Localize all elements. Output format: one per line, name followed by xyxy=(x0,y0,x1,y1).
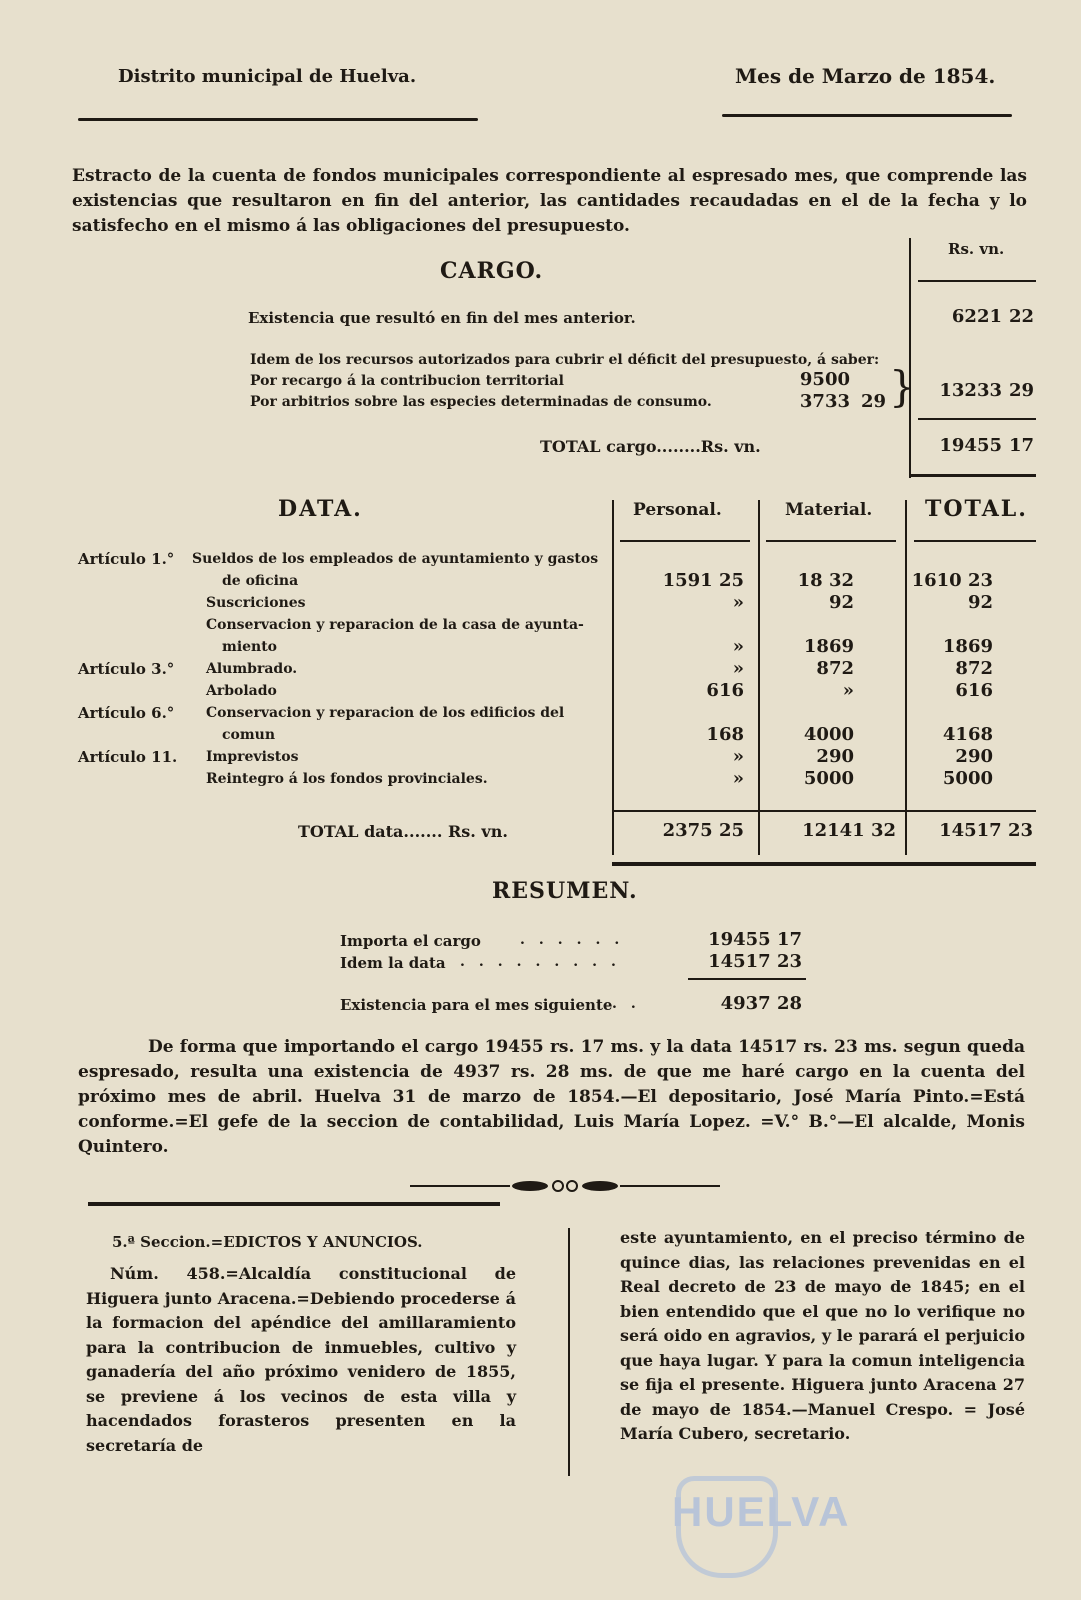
data-row-total: 290 xyxy=(955,746,993,767)
data-total-total: 14517 23 xyxy=(939,820,1033,841)
col-total-header: TOTAL. xyxy=(925,496,1028,522)
data-row-concept: comun xyxy=(222,727,276,743)
arbitrios-ms: 29 xyxy=(860,391,886,412)
data-row-personal: 616 xyxy=(706,680,744,701)
cargo-total-ms: 17 xyxy=(1008,435,1034,456)
data-row-total: 5000 xyxy=(942,768,993,789)
resumen-cargo-value: 19455 17 xyxy=(708,929,802,950)
data-row-personal: » xyxy=(732,768,744,789)
data-row-concept: Suscriciones xyxy=(206,595,306,611)
data-row-material: 872 xyxy=(816,658,854,679)
units-rule xyxy=(918,280,1036,282)
data-row-concept: Sueldos de los empleados de ayuntamiento y gastos xyxy=(192,551,599,567)
section-rule xyxy=(88,1202,500,1206)
cargo-total-rs: 19455 xyxy=(939,435,1002,456)
resumen-existencia-label: Existencia para el mes siguiente xyxy=(340,996,613,1014)
data-row-total: 872 xyxy=(955,658,993,679)
cargo-total-rule xyxy=(909,474,1036,477)
cargo-total-label: TOTAL cargo........Rs. vn. xyxy=(540,437,761,456)
edict-right-column: este ayuntamiento, en el preciso término de quince dias, las relaciones prevenidas en el Real decreto de 23 de mayo de 1845; en el bien entendido que el que no lo verifique no será oido en agravios, y le parará el perjuicio que haya lugar. Y para la comun inteligencia se fija el presente. Higuera junto Aracena 27 de mayo de 1854.—Manuel Crespo. = José María Cubero, secretario. xyxy=(620,1228,1025,1443)
watermark-logo: HUELVA xyxy=(672,1488,851,1535)
data-title: DATA. xyxy=(278,496,363,522)
resumen-leader-1: ...... xyxy=(520,932,634,948)
data-row-concept: Alumbrado. xyxy=(206,661,298,677)
data-row-article: Artículo 6.° xyxy=(78,704,175,722)
units-label: Rs. vn. xyxy=(948,240,1005,258)
personal-header-rule xyxy=(620,540,750,542)
recargo-label: Por recargo á la contribucion territorial xyxy=(250,373,564,389)
data-total-rule-bottom xyxy=(612,862,1036,866)
intro-paragraph: Estracto de la cuenta de fondos municipales correspondiente al espresado mes, que comprende las existencias que resultaron en fin del anterior, las cantidades recaudadas en el de la fecha y lo satisfecho en el mismo á las obligaciones del presupuesto. xyxy=(72,166,1027,236)
recursos-ms: 29 xyxy=(1008,380,1034,401)
col-material-header: Material. xyxy=(785,500,873,520)
data-row-concept: Arbolado xyxy=(206,683,277,699)
existencia-label: Existencia que resultó en fin del mes anterior. xyxy=(248,309,636,327)
recursos-rs: 13233 xyxy=(939,380,1002,401)
section-column-divider xyxy=(568,1228,570,1476)
col-personal-header: Personal. xyxy=(633,500,722,520)
data-row-personal: » xyxy=(732,658,744,679)
data-row-personal: » xyxy=(732,636,744,657)
existencia-ms: 22 xyxy=(1008,306,1034,327)
data-row-personal: » xyxy=(732,592,744,613)
cargo-column-line xyxy=(909,238,911,478)
resumen-cargo-label: Importa el cargo xyxy=(340,932,481,950)
data-total-label: TOTAL data....... Rs. vn. xyxy=(298,822,508,841)
data-row-total: 1610 23 xyxy=(911,570,993,591)
data-row-article: Artículo 11. xyxy=(78,748,178,766)
recargo-value: 9500 xyxy=(799,369,850,390)
edict-left-column: Núm. 458.=Alcaldía constitucional de Higuera junto Aracena.=Debiendo procederse á la formacion del apéndice del amillaramiento para la contribucion de inmuebles, cultivo y ganadería del año próximo venidero de 1855, se previene á los vecinos de esta villa y hacendados forasteros presenten en la secretaría de xyxy=(86,1264,516,1455)
resumen-data-value: 14517 23 xyxy=(708,951,802,972)
data-row-personal: » xyxy=(732,746,744,767)
data-row-personal: 1591 25 xyxy=(662,570,744,591)
brace-icon: } xyxy=(889,362,916,411)
data-row-material: 4000 xyxy=(803,724,854,745)
material-header-rule xyxy=(766,540,896,542)
month-header: Mes de Marzo de 1854. xyxy=(735,64,996,88)
arbitrios-rs: 3733 xyxy=(799,391,850,412)
resumen-data-label: Idem la data xyxy=(340,954,446,972)
data-row-total: 92 xyxy=(967,592,993,613)
header-rule-right xyxy=(722,114,1012,117)
cargo-subtotal-rule xyxy=(918,418,1036,420)
data-row-concept: Reintegro á los fondos provinciales. xyxy=(206,771,488,787)
data-row-personal: 168 xyxy=(706,724,744,745)
header-rule-left xyxy=(78,118,478,121)
arbitrios-label: Por arbitrios sobre las especies determinadas de consumo. xyxy=(250,394,712,410)
section-heading: 5.ª Seccion.=EDICTOS Y ANUNCIOS. xyxy=(112,1233,423,1251)
data-row-material: 1869 xyxy=(803,636,854,657)
data-row-concept: Conservacion y reparacion de los edificios del xyxy=(206,705,565,721)
data-row-article: Artículo 1.° xyxy=(78,550,175,568)
data-total-personal: 2375 25 xyxy=(662,820,744,841)
data-row-total: 1869 xyxy=(942,636,993,657)
idem-recursos-label: Idem de los recursos autorizados para cubrir el déficit del presupuesto, á saber: xyxy=(250,352,880,368)
data-row-material: 5000 xyxy=(803,768,854,789)
ornament-divider xyxy=(410,1178,720,1194)
data-row-material: 92 xyxy=(828,592,854,613)
data-row-concept: de oficina xyxy=(222,573,299,589)
data-row-concept: Conservacion y reparacion de la casa de ayunta- xyxy=(206,617,584,633)
data-total-material: 12141 32 xyxy=(802,820,896,841)
district-header: Distrito municipal de Huelva. xyxy=(118,66,417,87)
data-row-concept: Imprevistos xyxy=(206,749,299,765)
data-row-material: 18 32 xyxy=(797,570,854,591)
total-header-rule xyxy=(914,540,1036,542)
resumen-leader-3: .. xyxy=(612,996,650,1012)
closing-paragraph: De forma que importando el cargo 19455 rs. 17 ms. y la data 14517 rs. 23 ms. segun queda espresado, resulta una existencia de 4937 rs. 28 ms. de que me haré cargo en la cuenta del próximo mes de abril. Huelva 31 de marzo de 1854.—El depositario, José María Pinto.=Está conforme.=El gefe de la seccion de contabilidad, Luis María Lopez. =V.° B.°—El alcalde, Monis Quintero. xyxy=(78,1037,1025,1157)
resumen-existencia-value: 4937 28 xyxy=(720,993,802,1014)
data-row-concept: miento xyxy=(222,639,278,655)
data-row-total: 4168 xyxy=(942,724,993,745)
resumen-rule xyxy=(688,978,806,980)
data-row-material: » xyxy=(842,680,854,701)
existencia-rs: 6221 xyxy=(951,306,1002,327)
data-row-article: Artículo 3.° xyxy=(78,660,175,678)
data-total-rule-top xyxy=(612,810,1036,812)
data-row-total: 616 xyxy=(955,680,993,701)
resumen-title: RESUMEN. xyxy=(492,878,638,904)
data-row-material: 290 xyxy=(816,746,854,767)
cargo-title: CARGO. xyxy=(440,258,544,284)
resumen-leader-2: ......... xyxy=(460,954,630,970)
